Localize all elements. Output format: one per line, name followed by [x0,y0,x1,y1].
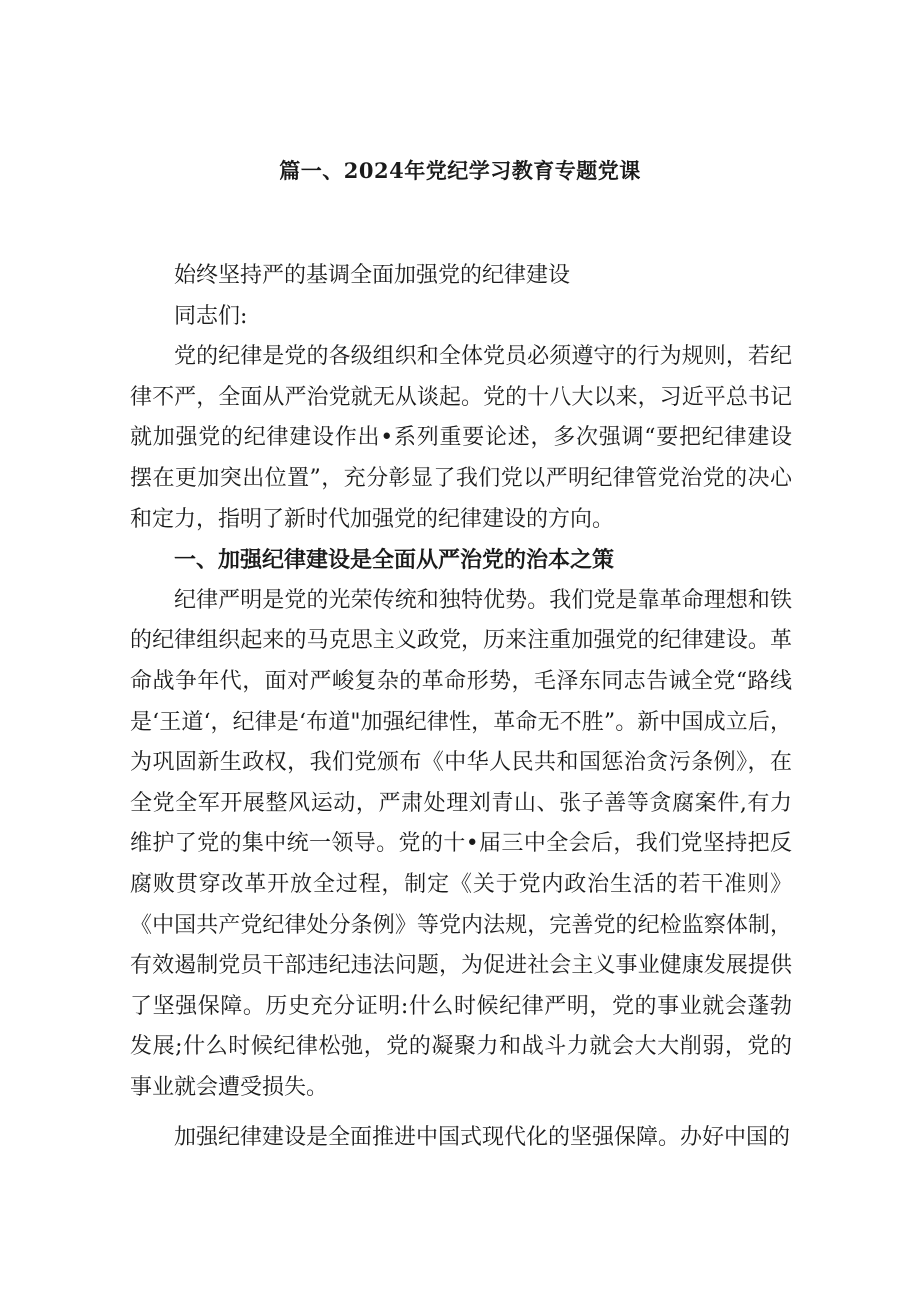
paragraph-history: 纪律严明是党的光荣传统和独特优势。我们党是靠革命理想和铁的纪律组织起来的马克思主义政党，历来注重加强党的纪律建设。革命战争年代，面对严峻复杂的革命形势，毛泽东同志告诫全党“路线是‘王道‘，纪律是‘布道"加强纪律性，革命无不胜”。新中国成立后，为巩固新生政权，我们党颁布《中华人民共和国惩治贪污条例》，在全党全军开展整风运动，严肃处理刘青山、张子善等贪腐案件,有力维护了党的集中统一领导。党的十•届三中全会后，我们党坚持把反腐败贯穿改革开放全过程，制定《关于党内政治生活的若干准则》《中国共产党纪律处分条例》等党内法规，完善党的纪检监察体制，有效遏制党员干部违纪违法问题，为促进社会主义事业健康发展提供了坚强保障。历史充分证明:什么时候纪律严明，党的事业就会蓬勃发展;什么时候纪律松弛，党的凝聚力和战斗力就会大大削弱，党的事业就会遭受损失。 [130,587,792,1100]
paragraph-modernization: 加强纪律建设是全面推进中国式现代化的坚强保障。办好中国的 [174,1125,791,1151]
paragraph-intro: 党的纪律是党的各级组织和全体党员必须遵守的行为规则，若纪律不严，全面从严治党就无从谈起。党的十八大以来，习近平总书记就加强党的纪律建设作出•系列重要论述，多次强调“要把纪律建设摆在更加突出位置”，充分彰显了我们党以严明纪律管党治党的决心和定力，指明了新时代加强党的纪律建设的方向。 [130,344,792,532]
salutation: 同志们: [174,303,248,329]
document-subtitle: 始终坚持严的基调全面加强党的纪律建设 [174,263,571,288]
document-title: 篇一、2024年党纪学习教育专题党课 [279,158,641,183]
section-heading: 一、加强纪律建设是全面从严治党的治本之策 [174,547,615,574]
document-body [130,256,792,1159]
